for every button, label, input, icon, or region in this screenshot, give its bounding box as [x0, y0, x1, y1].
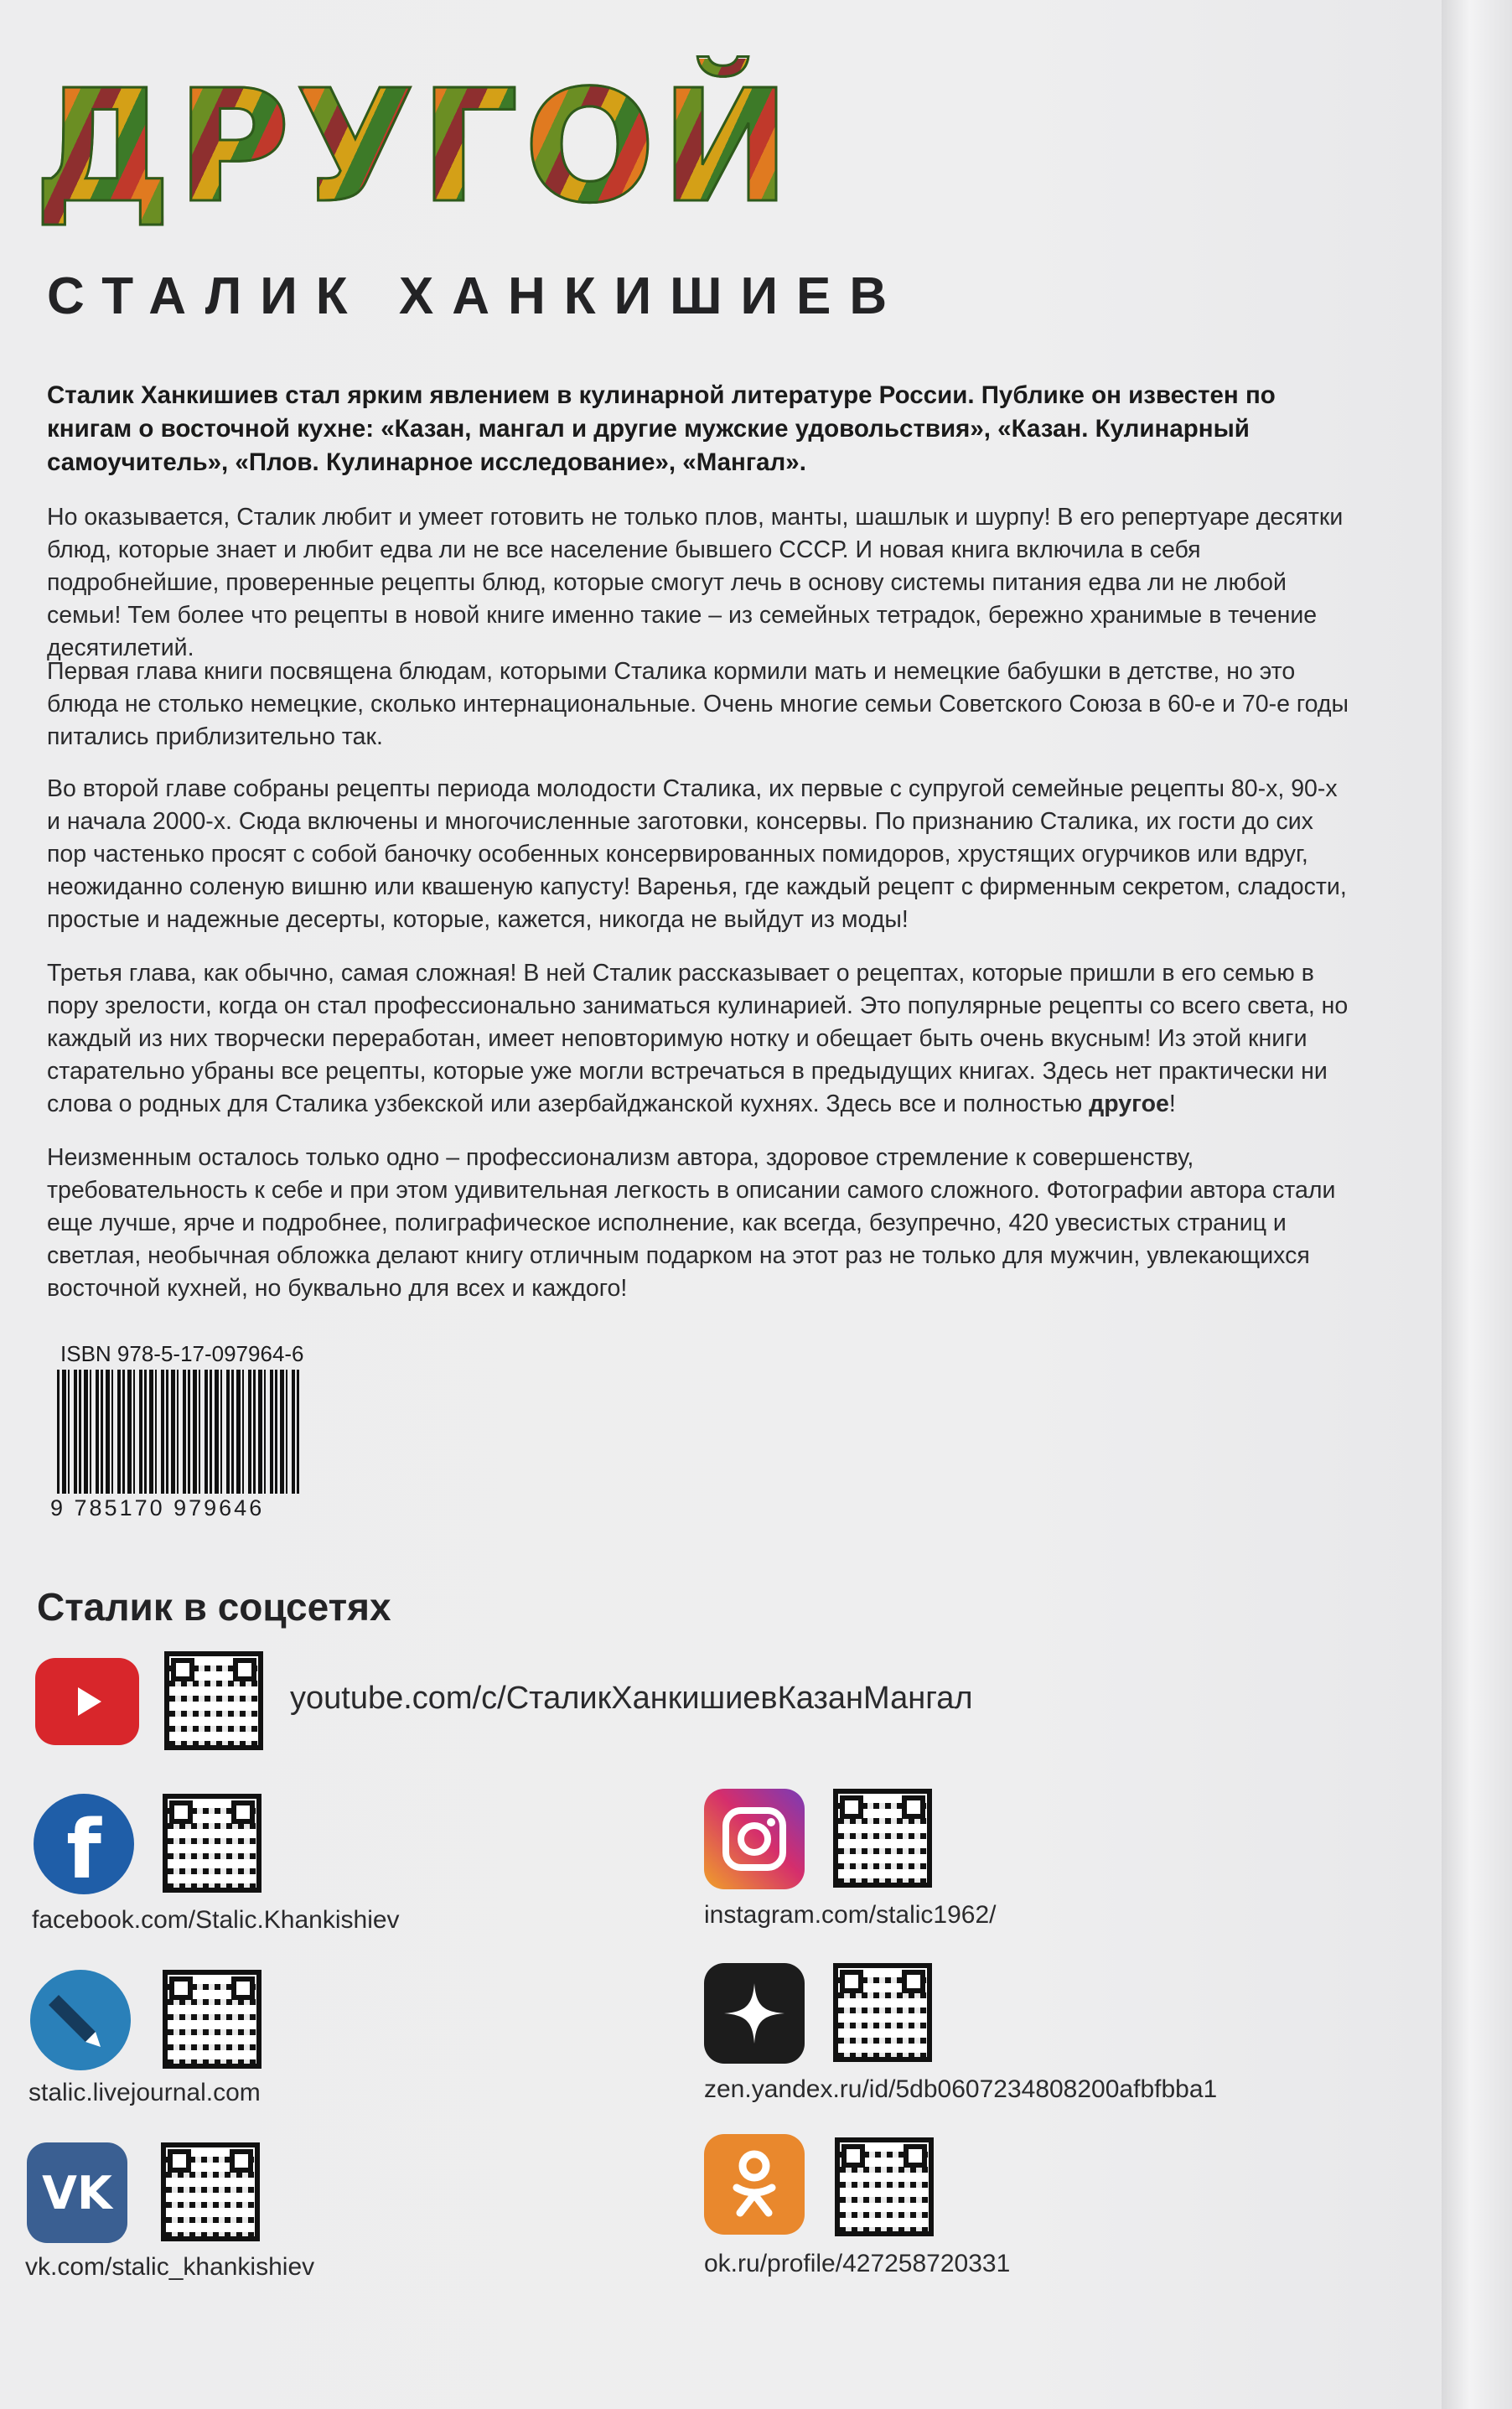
- paragraph-2: Первая глава книги посвящена блюдам, которыми Сталика кормили мать и немецкие бабушки в детстве, но это блюда не столько немецкие, сколько интернациональные. Очень многие семьи Советского Союза в 60-е и 70-е годы питались приблизительно так.: [47, 658, 1349, 750]
- livejournal-link[interactable]: stalic.livejournal.com: [28, 2079, 261, 2106]
- youtube-icon[interactable]: [35, 1658, 139, 1745]
- livejournal-icon[interactable]: [30, 1970, 131, 2070]
- paragraph-3: Во второй главе собраны рецепты периода молодости Сталика, их первые с супругой семейные рецепты 80-х, 90-х и начала 2000-х. Сюда включены и многочисленные заготовки, консервы. По признанию Сталика, их гости до сих пор частенько просят с собой баночку особенных консервированных помидоров, хрустящих огурчиков или вдруг, неожиданно соленую вишню или квашеную капусту! Варенья, где каждый рецепт с фирменным секретом, сладости, простые и надежные десерты, которые, кажется, никогда не выйдут из моды!: [47, 775, 1347, 933]
- author-name: СТАЛИК ХАНКИШИЕВ: [47, 267, 906, 325]
- paragraph-5: Неизменным осталось только одно – профессионализм автора, здоровое стремление к совершенству, требовательность к себе и при этом удивительная легкость в описании самого сложного. Фотографии автора стали еще лучше, ярче и подробнее, полиграфическое исполнение, как всегда, безупречно, 420 увесистых страниц и светлая, необычная обложка делают книгу отличным подарком на этот раз не только для мужчин, увлекающихся восточной кухней, но буквально для всех и каждого!: [47, 1144, 1336, 1302]
- youtube-qr-code: [164, 1651, 263, 1750]
- vk-icon[interactable]: [27, 2142, 127, 2243]
- paragraph-4-end: !: [1168, 1091, 1176, 1117]
- paragraph-4-text: Третья глава, как обычно, самая сложная! В ней Сталик рассказывает о рецептах, которые пришли в его семью в пору зрелости, когда он стал профессионально заниматься кулинарией. Это популярные рецепты со всего света, но каждый из них творчески переработан, имеет неповторимую нотку и обещает быть очень вкусным! Из этой книги старательно убраны все рецепты, которые уже могли встречаться в предыдущих книгах. Здесь нет практически ни слова о родных для Сталика узбекской или азербайджанской кухнях. Здесь все и полностью: [47, 960, 1349, 1117]
- zen-qr-code: [833, 1963, 932, 2062]
- vk-logo-text: VK: [42, 2166, 112, 2220]
- facebook-link[interactable]: facebook.com/Stalic.Khankishiev: [32, 1906, 400, 1934]
- instagram-qr-code: [833, 1789, 932, 1888]
- youtube-link[interactable]: youtube.com/c/СталикХанкишиевКазанМангал: [290, 1681, 973, 1716]
- livejournal-qr-code: [163, 1970, 261, 2069]
- book-spine: [1442, 0, 1512, 2409]
- paragraph-4-emphasis: другое: [1089, 1091, 1169, 1117]
- isbn-block: [50, 1341, 327, 1521]
- vk-link[interactable]: vk.com/stalic_khankishiev: [25, 2253, 315, 2281]
- zen-icon[interactable]: [704, 1963, 805, 2064]
- odnoklassniki-qr-code: [835, 2137, 934, 2236]
- vk-qr-code: [161, 2142, 260, 2241]
- lead-paragraph: Сталик Ханкишиев стал ярким явлением в кулинарной литературе России. Публике он известен по книгам о восточной кухне: «Казан, мангал и другие мужские удовольствия», «Казан. Кулинарный самоучитель», «Плов. Кулинарное исследование», «Мангал».: [47, 381, 1276, 476]
- social-heading: Сталик в соцсетях: [37, 1585, 391, 1629]
- title-block: [34, 56, 955, 237]
- zen-link[interactable]: zen.yandex.ru/id/5db0607234808200afbfbba1: [704, 2075, 1218, 2103]
- instagram-link[interactable]: instagram.com/stalic1962/: [704, 1901, 997, 1929]
- barcode: [57, 1370, 300, 1494]
- paragraph-4: [47, 957, 1354, 1121]
- odnoklassniki-link[interactable]: ok.ru/profile/427258720331: [704, 2250, 1011, 2277]
- book-title: ДРУГОЙ: [34, 59, 955, 235]
- isbn-label: ISBN 978-5-17-097964-6: [60, 1341, 304, 1366]
- facebook-qr-code: [163, 1794, 261, 1893]
- odnoklassniki-icon[interactable]: [704, 2134, 805, 2235]
- barcode-digits: 9 785170 979646: [50, 1495, 265, 1521]
- paragraph-1: Но оказывается, Сталик любит и умеет готовить не только плов, манты, шашлык и шурпу! В его репертуаре десятки блюд, которые знает и любит едва ли не все население бывшего СССР. И новая книга включила в себя подробнейшие, проверенные рецепты блюд, которые смогут лечь в основу системы питания едва ли не любой семьи! Тем более что рецепты в новой книге именно такие – из семейных тетрадок, бережно хранимые в течение десятилетий.: [47, 504, 1344, 661]
- facebook-icon[interactable]: f: [34, 1794, 134, 1894]
- instagram-icon[interactable]: [704, 1789, 805, 1889]
